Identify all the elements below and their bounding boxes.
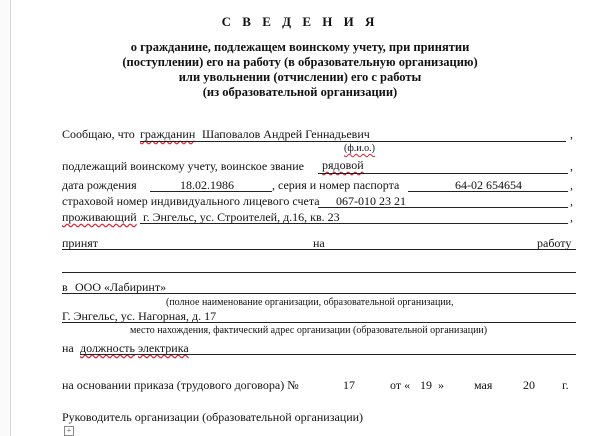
document-title: С В Е Д Е Н И Я <box>221 14 379 29</box>
from-label: от « <box>390 378 411 392</box>
year-suffix: г. <box>562 378 569 392</box>
blank-line <box>62 272 576 273</box>
order-number-field[interactable]: 17 <box>343 378 355 392</box>
passport-underline <box>408 191 568 192</box>
subtitle-line-2: (поступлении) его на работу (в образовательную организацию) <box>122 55 478 69</box>
passport-label: , серия и номер паспорта <box>272 178 400 192</box>
table-move-icon[interactable]: + <box>64 426 74 436</box>
rank-label: подлежащий воинскому учету, воинское звание <box>62 159 304 173</box>
snils-underline <box>318 207 568 208</box>
dob-field[interactable]: 18.02.1986 <box>180 178 234 192</box>
comma-3: , <box>570 178 573 192</box>
head-label: Руководитель организации (образовательной организации) <box>62 410 364 424</box>
day-close: » <box>438 378 444 392</box>
hired-word: принят <box>62 236 99 250</box>
report-label: Сообщаю, что <box>62 127 135 141</box>
comma-5: , <box>570 210 573 224</box>
hired-underline <box>62 249 576 250</box>
subtitle-line-3: или увольнении (отчислении) его с работы <box>178 70 422 84</box>
subtitle-line-1: о гражданине, подлежащем воинскому учету, при принятии <box>130 40 470 54</box>
dob-label: дата рождения <box>62 178 137 192</box>
citizen-name-field[interactable]: Шаповалов Андрей Геннадьевич <box>202 127 370 141</box>
address-field[interactable]: г. Энгельс, ус. Строителей, д.16, кв. 23 <box>143 210 340 224</box>
position-word: должность <box>80 341 135 355</box>
dob-underline <box>150 191 272 192</box>
address-label: проживающий <box>62 210 137 224</box>
org-name-field[interactable]: ООО «Лабиринт» <box>75 280 167 294</box>
subtitle-line-4: (из образовательной организации) <box>202 85 398 99</box>
rank-field[interactable]: рядовой <box>322 158 364 172</box>
rank-underline <box>318 173 568 174</box>
org-address-field[interactable]: Г. Энгельс, ус. Нагорная, д. 17 <box>62 309 217 323</box>
citizen-word: гражданин <box>140 127 196 141</box>
address-hint: место нахождения, фактический адрес организации (образовательной организации) <box>130 325 488 336</box>
position-label: на <box>62 341 74 355</box>
position-field[interactable]: электрика <box>138 341 189 355</box>
snils-field[interactable]: 067-010 23 21 <box>336 194 406 208</box>
address-underline <box>140 223 568 224</box>
order-day-field[interactable]: 19 <box>420 378 432 392</box>
order-month-field[interactable]: мая <box>474 378 493 392</box>
order-year-field[interactable]: 20 <box>523 378 535 392</box>
org-prefix: в <box>62 280 68 294</box>
fio-hint: (ф.и.о.) <box>344 143 375 154</box>
on-word: на <box>313 236 325 250</box>
comma-4: , <box>570 194 573 208</box>
org-underline <box>62 293 576 294</box>
snils-label: страховой номер индивидуального лицевого счета <box>62 194 320 208</box>
passport-field[interactable]: 64-02 654654 <box>455 178 522 192</box>
work-word: работу <box>537 236 572 250</box>
order-label: на основании приказа (трудового договора) № <box>62 378 299 392</box>
org-hint: (полное наименование организации, образовательной организации, <box>166 297 454 308</box>
org-address-underline <box>62 322 576 323</box>
comma-2: , <box>570 159 573 173</box>
comma-1: , <box>570 127 573 141</box>
position-underline <box>80 354 576 355</box>
